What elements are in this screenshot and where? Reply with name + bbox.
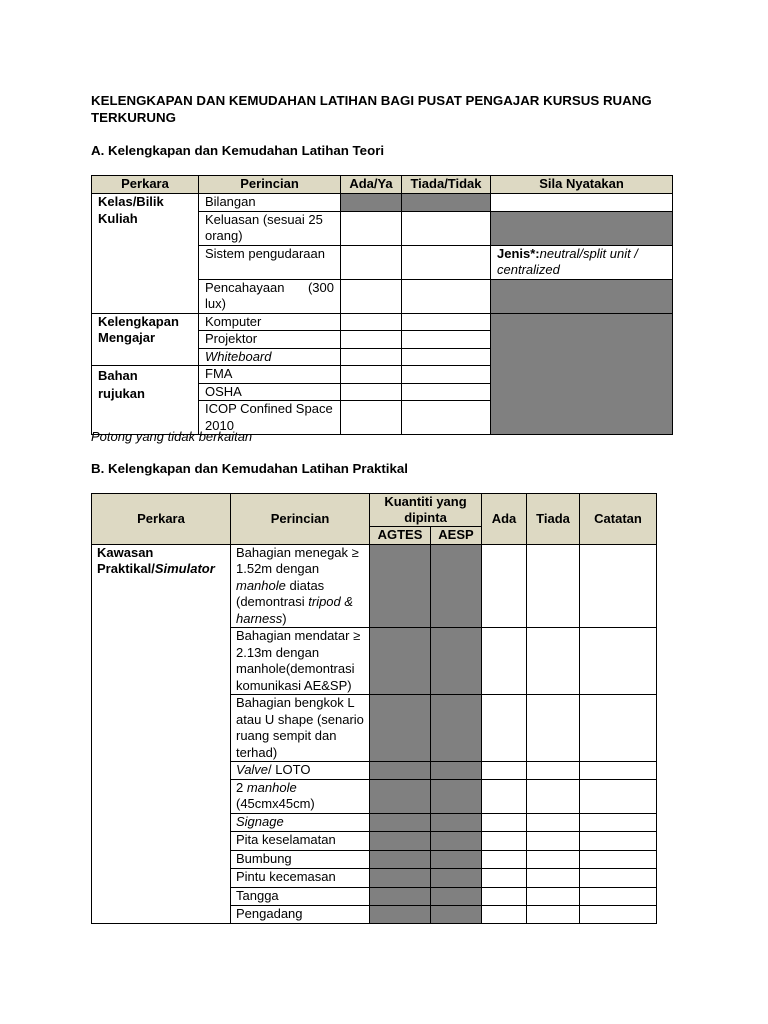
perincian-cell: Tangga <box>231 887 370 905</box>
perincian-cell <box>231 779 370 813</box>
footnote: Potong yang tidak berkaitan <box>91 429 253 444</box>
section-a-heading: A. Kelengkapan dan Kemudahan Latihan Teori <box>91 143 385 158</box>
col-header-catatan: Catatan <box>580 494 657 545</box>
perincian-text: / LOTO <box>268 762 311 777</box>
table-header-row <box>92 176 673 194</box>
tiada-tidak-cell[interactable] <box>402 245 491 279</box>
aesp-cell <box>431 695 482 762</box>
agtes-cell <box>370 813 431 831</box>
col-header-tiada: Tiada <box>527 494 580 545</box>
table-header-row <box>92 494 657 527</box>
tiada-cell[interactable] <box>527 762 580 780</box>
tiada-cell[interactable] <box>527 905 580 923</box>
perkara-line <box>97 561 225 578</box>
shaded-cell <box>491 313 673 435</box>
ada-cell[interactable] <box>482 905 527 923</box>
perincian-text-italic: tripod & harness <box>236 594 354 626</box>
perincian-cell: Bahagian bengkok L atau U shape (senario ruang sempit dan terhad) <box>231 695 370 762</box>
perincian-text: diatas (demontrasi <box>236 577 325 609</box>
ada-cell[interactable] <box>482 779 527 813</box>
ada-ya-cell[interactable] <box>341 366 402 384</box>
perkara-cell: Kelengkapan Mengajar <box>92 313 199 366</box>
shaded-cell <box>341 194 402 212</box>
aesp-cell <box>431 887 482 905</box>
perincian-cell: FMA <box>199 366 341 384</box>
perincian-cell: Sistem pengudaraan <box>199 245 341 279</box>
ada-cell[interactable] <box>482 762 527 780</box>
ada-ya-cell[interactable] <box>341 383 402 401</box>
catatan-cell[interactable] <box>580 887 657 905</box>
perincian-cell: Keluasan (sesuai 25 orang) <box>199 211 341 245</box>
col-header-perincian: Perincian <box>199 176 341 194</box>
shaded-cell <box>491 211 673 245</box>
ada-cell[interactable] <box>482 695 527 762</box>
col-header-aesp: AESP <box>431 527 482 545</box>
ada-ya-cell[interactable] <box>341 211 402 245</box>
perincian-text-italic: manhole <box>236 577 286 593</box>
aesp-cell <box>431 628 482 695</box>
catatan-cell[interactable] <box>580 695 657 762</box>
table-row <box>92 194 673 212</box>
col-header-agtes: AGTES <box>370 527 431 545</box>
theory-facilities-table <box>91 175 673 435</box>
perincian-cell: ICOP Confined Space 2010 <box>199 401 341 435</box>
perincian-text: ) <box>282 610 287 626</box>
catatan-cell[interactable] <box>580 868 657 887</box>
perkara-text-italic: Simulator <box>154 561 215 576</box>
ada-cell[interactable] <box>482 831 527 850</box>
tiada-tidak-cell[interactable] <box>402 313 491 331</box>
aesp-cell <box>431 779 482 813</box>
aesp-cell <box>431 544 482 628</box>
table-row <box>92 313 673 331</box>
tiada-cell[interactable] <box>527 868 580 887</box>
tiada-cell[interactable] <box>527 695 580 762</box>
ada-cell[interactable] <box>482 544 527 628</box>
catatan-cell[interactable] <box>580 544 657 628</box>
ada-cell[interactable] <box>482 813 527 831</box>
agtes-cell <box>370 544 431 628</box>
section-b-heading: B. Kelengkapan dan Kemudahan Latihan Praktikal <box>91 461 408 476</box>
tiada-tidak-cell[interactable] <box>402 348 491 366</box>
agtes-cell <box>370 628 431 695</box>
tiada-tidak-cell[interactable] <box>402 279 491 313</box>
perincian-text: 2 <box>236 779 247 795</box>
agtes-cell <box>370 762 431 780</box>
col-header-sila-nyatakan: Sila Nyatakan <box>491 176 673 194</box>
perincian-cell: Pengadang <box>231 905 370 923</box>
col-header-ada-ya: Ada/Ya <box>341 176 402 194</box>
sila-nyatakan-cell[interactable] <box>491 194 673 212</box>
col-header-tiada-tidak: Tiada/Tidak <box>402 176 491 194</box>
perkara-cell <box>92 544 231 923</box>
ada-ya-cell[interactable] <box>341 401 402 435</box>
agtes-cell <box>370 695 431 762</box>
ada-cell[interactable] <box>482 850 527 868</box>
aesp-cell <box>431 813 482 831</box>
col-header-perkara: Perkara <box>92 176 199 194</box>
agtes-cell <box>370 831 431 850</box>
tiada-tidak-cell[interactable] <box>402 366 491 384</box>
tiada-cell[interactable] <box>527 779 580 813</box>
perincian-cell: Pintu kecemasan <box>231 868 370 887</box>
perincian-cell: Signage <box>231 813 370 831</box>
catatan-cell[interactable] <box>580 850 657 868</box>
aesp-cell <box>431 905 482 923</box>
catatan-cell[interactable] <box>580 905 657 923</box>
aesp-cell <box>431 868 482 887</box>
catatan-cell[interactable] <box>580 831 657 850</box>
perkara-cell <box>92 366 199 435</box>
perincian-text-italic: manhole <box>246 779 297 795</box>
perkara-line: Kawasan <box>97 544 154 560</box>
tiada-cell[interactable] <box>527 813 580 831</box>
aesp-cell <box>431 850 482 868</box>
shaded-cell <box>491 279 673 313</box>
ada-ya-cell[interactable] <box>341 279 402 313</box>
ada-cell[interactable] <box>482 628 527 695</box>
perincian-cell: Bumbung <box>231 850 370 868</box>
catatan-cell[interactable] <box>580 779 657 813</box>
perincian-cell: Bilangan <box>199 194 341 212</box>
col-header-perincian: Perincian <box>231 494 370 545</box>
table-row <box>92 544 657 628</box>
document-title: KELENGKAPAN DAN KEMUDAHAN LATIHAN BAGI PUSAT PENGAJAR KURSUS RUANG TERKURUNG <box>91 93 652 125</box>
perincian-text: Bahagian menegak ≥ 1.52m dengan <box>236 544 359 576</box>
perincian-cell: Bahagian mendatar ≥ 2.13m dengan manhole(demontrasi komunikasi AE&SP) <box>231 628 370 695</box>
col-header-perkara: Perkara <box>92 494 231 545</box>
perincian-cell: Pencahayaan (300 lux) <box>199 279 341 313</box>
tiada-tidak-cell[interactable] <box>402 211 491 245</box>
tiada-tidak-cell[interactable] <box>402 383 491 401</box>
catatan-cell[interactable] <box>580 762 657 780</box>
tiada-cell[interactable] <box>527 628 580 695</box>
perincian-cell <box>231 762 370 780</box>
col-header-kuantiti: Kuantiti yang dipinta <box>370 494 482 527</box>
jenis-value: neutral/split unit / centralized <box>497 245 638 277</box>
perincian-cell: Pita keselamatan <box>231 831 370 850</box>
ada-ya-cell[interactable] <box>341 348 402 366</box>
jenis-cell[interactable] <box>491 245 673 279</box>
tiada-cell[interactable] <box>527 544 580 628</box>
perkara-line: Bahan <box>98 368 138 383</box>
perincian-cell: OSHA <box>199 383 341 401</box>
ada-cell[interactable] <box>482 887 527 905</box>
agtes-cell <box>370 887 431 905</box>
agtes-cell <box>370 779 431 813</box>
tiada-cell[interactable] <box>527 850 580 868</box>
tiada-tidak-cell[interactable] <box>402 401 491 435</box>
col-header-ada: Ada <box>482 494 527 545</box>
aesp-cell <box>431 831 482 850</box>
tiada-cell[interactable] <box>527 831 580 850</box>
perkara-cell: Kelas/Bilik Kuliah <box>92 194 199 314</box>
perincian-text: (45cmx45cm) <box>236 796 315 811</box>
perincian-cell: Projektor <box>199 331 341 349</box>
catatan-cell[interactable] <box>580 628 657 695</box>
catatan-cell[interactable] <box>580 813 657 831</box>
ada-ya-cell[interactable] <box>341 245 402 279</box>
aesp-cell <box>431 762 482 780</box>
perkara-text: Praktikal/ <box>97 561 155 576</box>
tiada-tidak-cell[interactable] <box>402 331 491 349</box>
jenis-label: Jenis*: <box>497 245 540 261</box>
agtes-cell <box>370 905 431 923</box>
ada-ya-cell[interactable] <box>341 331 402 349</box>
perincian-cell: Whiteboard <box>199 348 341 366</box>
perincian-cell: Komputer <box>199 313 341 331</box>
shaded-cell <box>402 194 491 212</box>
ada-cell[interactable] <box>482 868 527 887</box>
perincian-cell <box>231 544 370 628</box>
perincian-text-italic: Valve <box>236 762 269 777</box>
agtes-cell <box>370 850 431 868</box>
agtes-cell <box>370 868 431 887</box>
practical-facilities-table <box>91 493 657 924</box>
tiada-cell[interactable] <box>527 887 580 905</box>
perkara-line: rujukan <box>98 386 145 401</box>
ada-ya-cell[interactable] <box>341 313 402 331</box>
